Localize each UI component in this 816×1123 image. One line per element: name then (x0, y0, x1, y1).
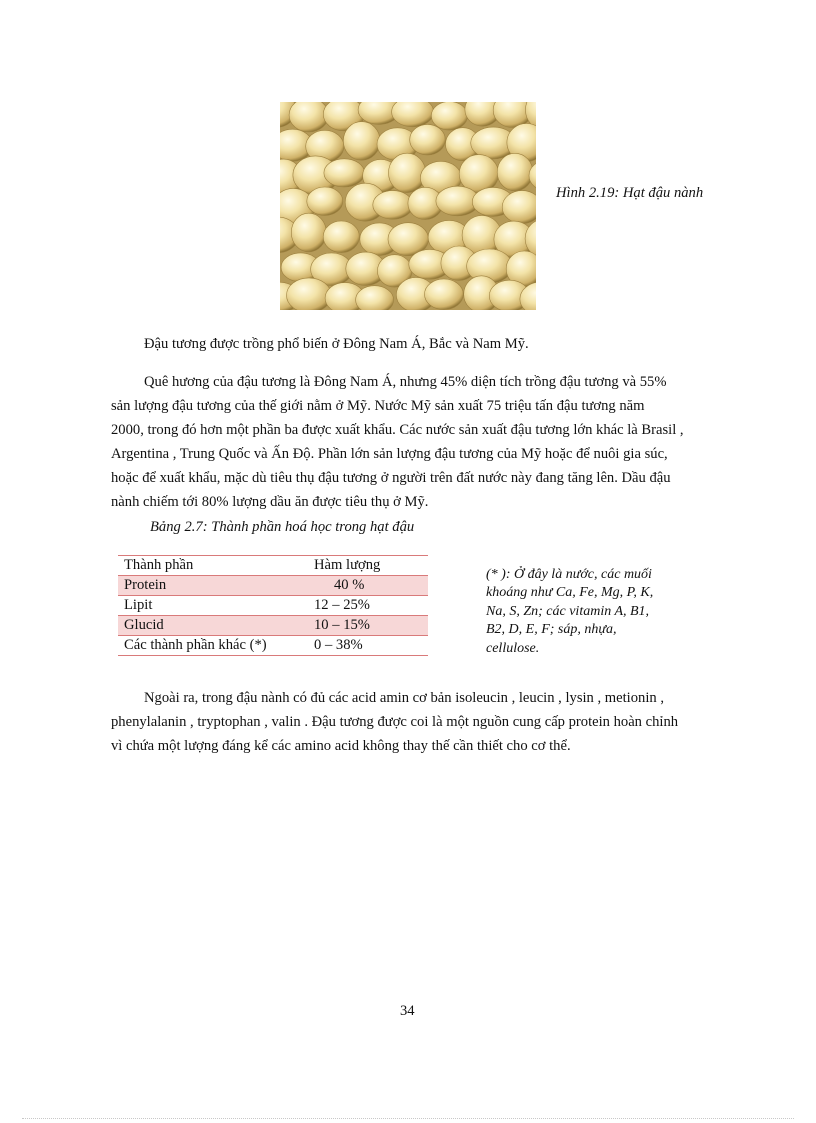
soybean-shape (410, 124, 446, 155)
table-cell: 40 % (334, 577, 365, 593)
soybeans-photo (280, 102, 536, 310)
soybeans-illustration (280, 102, 536, 310)
soybean-shape (324, 159, 365, 187)
paragraph-line: sản lượng đậu tương của thế giới nằm ở Mỹ. Nước Mỹ sản xuất 75 triệu tấn đậu tương năm (111, 398, 645, 414)
paragraph-origin (111, 370, 717, 514)
page-bottom-divider (22, 1118, 794, 1119)
table-cell: 0 – 38% (314, 637, 363, 653)
paragraph-line: phenylalanin , tryptophan , valin . Đậu tương được coi là một nguồn cung cấp protein hoàn chỉnh (111, 714, 679, 730)
paragraph-line: Argentina , Trung Quốc và Ấn Độ. Phần lớn sản lượng đậu tương của Mỹ hoặc để nuôi gia súc, (111, 446, 668, 462)
composition-table (118, 555, 428, 656)
note-line: (* ): Ở đây là nước, các muối (486, 567, 652, 582)
table-header-cell: Hàm lượng (314, 557, 381, 573)
paragraph-line: Ngoài ra, trong đậu nành có đủ các acid amin cơ bản isoleucin , leucin , lysin , metionin , (144, 690, 664, 706)
table-row (118, 636, 428, 656)
paragraph-line: Quê hương của đậu tương là Đông Nam Á, nhưng 45% diện tích trồng đậu tương và 55% (144, 374, 667, 390)
soybean-shape (323, 221, 359, 253)
paragraph-amino-acids (111, 686, 717, 758)
paragraph-line: nành chiếm tới 80% lượng dầu ăn được tiêu thụ ở Mỹ. (111, 494, 429, 510)
note-line: B2, D, E, F; sáp, nhựa, (486, 622, 617, 638)
paragraph-line: vì chứa một lượng đáng kể các amino acid không thay thế cần thiết cho cơ thể. (111, 738, 571, 754)
paragraph-intro (111, 332, 717, 356)
soybean-shape (425, 279, 464, 310)
table-cell: Glucid (124, 617, 164, 633)
note-line: khoáng như Ca, Fe, Mg, P, K, (486, 585, 654, 601)
paragraph-line: 2000, trong đó hơn một phần ba được xuất khẩu. Các nước sản xuất đậu tương lớn khác là Brasil , (111, 422, 684, 438)
soybean-shape (497, 153, 533, 191)
soybean-shape (373, 191, 413, 220)
table-row (118, 596, 428, 616)
table-cell: 12 – 25% (314, 597, 370, 613)
table-cell: 10 – 15% (314, 617, 370, 633)
paragraph-line: Đậu tương được trồng phổ biến ở Đông Nam Á, Bắc và Nam Mỹ. (144, 336, 529, 352)
table-header-cell: Thành phần (124, 557, 194, 573)
soybean-shape (291, 213, 326, 252)
table-note (486, 566, 686, 658)
note-line: Na, S, Zn; các vitamin A, B1, (486, 603, 650, 619)
table-cell: Protein (124, 577, 167, 593)
table-row (118, 576, 428, 596)
paragraph-line: hoặc để xuất khẩu, mặc dù tiêu thụ đậu tương ở người trên đất nước này đang tăng lên. Dầu đậu (111, 470, 671, 486)
soybean-shape (343, 122, 380, 161)
table-row (118, 616, 428, 636)
soybean-shape (389, 153, 426, 192)
soybean-shape (289, 102, 328, 132)
soybean-shape (307, 187, 343, 215)
note-line: cellulose. (486, 640, 540, 656)
figure-caption: Hình 2.19: Hạt đậu nành (556, 185, 704, 201)
page-number: 34 (400, 1003, 415, 1019)
soybean-shape (287, 278, 332, 310)
table-cell: Lipit (124, 597, 153, 613)
table-caption: Bảng 2.7: Thành phần hoá học trong hạt đậu (150, 519, 415, 535)
table-cell: Các thành phần khác (*) (124, 637, 267, 653)
table-header-row (118, 556, 428, 576)
soybean-shape (431, 102, 467, 130)
